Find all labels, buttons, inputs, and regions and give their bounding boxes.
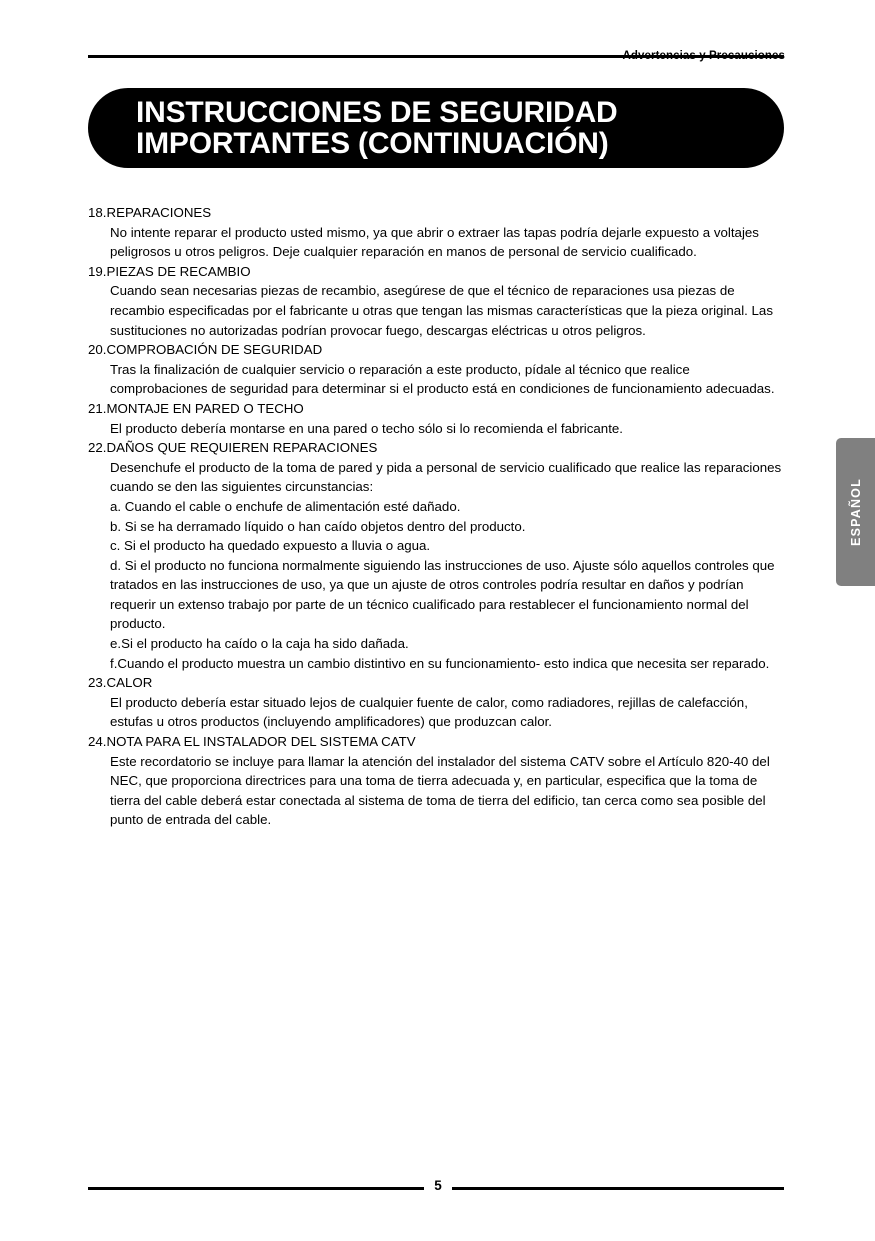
footer-divider-right xyxy=(452,1187,784,1190)
item-subitem: e.Si el producto ha caído o la caja ha sido dañada. xyxy=(110,636,409,652)
list-item xyxy=(88,732,788,830)
item-heading: 20.COMPROBACIÓN DE SEGURIDAD xyxy=(88,342,323,358)
title-banner xyxy=(88,88,784,168)
language-tab-label: ESPAÑOL xyxy=(848,478,863,546)
list-item xyxy=(88,673,788,732)
item-body: Tras la finalización de cualquier servicio o reparación a este producto, pídale al técnico que realice comprobaciones de seguridad para determinar si el producto está en condiciones de funcionamiento adecuadas. xyxy=(110,361,775,397)
item-body: Desenchufe el producto de la toma de pared y pida a personal de servicio cualificado que realice las reparaciones cuando se den las siguientes circunstancias: xyxy=(110,459,782,495)
item-body: Este recordatorio se incluye para llamar la atención del instalador del sistema CATV sobre el Artículo 820-40 del NEC, que proporciona directrices para una toma de tierra adecuada y, en particular, especifica que la toma de tierra del cable deberá estar conectada al sistema de toma de tierra del edificio, tan cerca como sea posible del punto de entrada del cable. xyxy=(110,753,770,828)
item-body: Cuando sean necesarias piezas de recambio, asegúrese de que el técnico de reparaciones usa piezas de recambio especificadas por el fabricante u otras que tengan las mismas características que la pieza original. Las sustituciones no autorizadas podrían provocar fuego, descargas eléctricas u otros peligros. xyxy=(110,283,773,338)
item-body: El producto debería estar situado lejos de cualquier fuente de calor, como radiadores, rejillas de calefacción, estufas u otros productos (incluyendo amplificadores) que produzcan calor. xyxy=(110,694,748,730)
item-heading: 19.PIEZAS DE RECAMBIO xyxy=(88,263,251,279)
safety-instructions-list xyxy=(88,203,788,830)
list-item xyxy=(88,262,788,340)
item-subitem: c. Si el producto ha quedado expuesto a lluvia o agua. xyxy=(110,538,431,554)
item-heading: 18.REPARACIONES xyxy=(88,205,212,220)
item-subitem: b. Si se ha derramado líquido o han caído objetos dentro del producto. xyxy=(110,518,526,534)
item-body: No intente reparar el producto usted mismo, ya que abrir o extraer las tapas podría dejarle expuesto a voltajes peligrosos u otros peligros. Deje cualquier reparación en manos de personal de servicio cualificado. xyxy=(110,224,759,260)
page-title-line-2: IMPORTANTES (CONTINUACIÓN) xyxy=(136,127,609,160)
item-heading: 24.NOTA PARA EL INSTALADOR DEL SISTEMA CATV xyxy=(88,734,416,750)
running-head: Advertencias y Precauciones xyxy=(622,50,785,62)
item-heading: 21.MONTAJE EN PARED O TECHO xyxy=(88,400,304,416)
language-tab xyxy=(836,438,875,586)
footer-divider-left xyxy=(88,1187,424,1190)
page-number: 5 xyxy=(434,1178,442,1193)
item-heading: 23.CALOR xyxy=(88,675,153,691)
list-item xyxy=(88,203,788,262)
item-heading: 22.DAÑOS QUE REQUIEREN REPARACIONES xyxy=(88,440,378,456)
page-title-line-1: INSTRUCCIONES DE SEGURIDAD xyxy=(136,96,618,129)
item-subitem: a. Cuando el cable o enchufe de alimentación esté dañado. xyxy=(110,498,461,514)
item-subitem: d. Si el producto no funciona normalmente siguiendo las instrucciones de uso. Ajuste sólo aquellos controles que tratados en las instrucciones de uso, ya que un ajuste de otros controles podría resultar en daños y podrían requerir un extenso trabajo por parte de un técnico cualificado para restablecer el funcionamiento normal del producto. xyxy=(110,557,775,632)
item-subitem: f.Cuando el producto muestra un cambio distintivo en su funcionamiento- esto indica que necesita ser reparado. xyxy=(110,655,770,671)
item-body: El producto debería montarse en una pared o techo sólo si lo recomienda el fabricante. xyxy=(110,420,623,436)
list-item xyxy=(88,399,788,438)
list-item xyxy=(88,340,788,399)
list-item xyxy=(88,438,788,673)
page-title xyxy=(136,97,776,159)
